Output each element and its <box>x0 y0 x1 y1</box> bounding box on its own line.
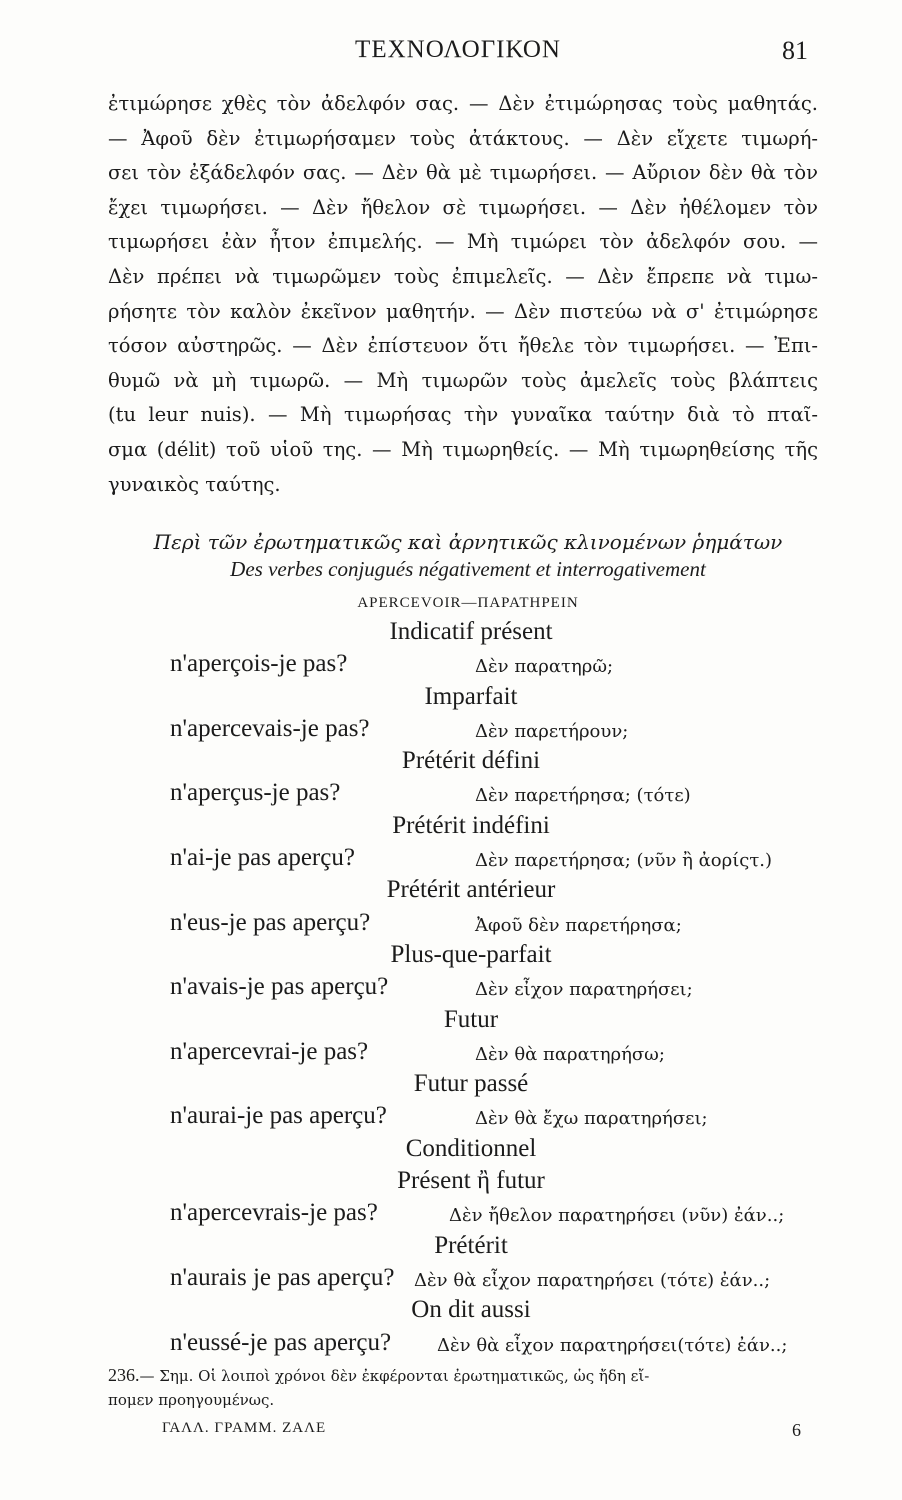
greek-form: Δὲν θὰ ἔχω παρατηρήσει; <box>475 1108 708 1130</box>
conjugation-row <box>0 971 902 1003</box>
printer-signature <box>162 1420 802 1446</box>
french-form: n'eus-je pas aperçu? <box>170 908 371 936</box>
section-heading-french: Des verbes conjugués négativement et interrogativement <box>230 557 706 581</box>
conjugation-row <box>0 713 902 745</box>
french-form: n'apercevrai-je pas? <box>170 1037 369 1065</box>
french-form: n'aurai-je pas aperçu? <box>170 1102 387 1130</box>
paragraph-line: ἐτιμώρησε χθὲς τὸν ἀδελφόν σας. — Δὲν ἐτιμώρησας τοὺς μαθητάς. <box>108 92 818 115</box>
footnote-line <box>108 1363 820 1388</box>
tense-heading: Futur <box>443 1005 499 1033</box>
french-form: n'aperçus-je pas? <box>170 779 341 807</box>
conjugation-row <box>0 842 902 874</box>
signature-text: ΓΑΛΛ. ΓΡΑΜΜ. ΖΑΛΕ <box>162 1420 327 1436</box>
footnote-number: 236. <box>108 1365 140 1385</box>
paragraph-line: Δὲν πρέπει νὰ τιμωρῶμεν τοὺς ἐπιμελεῖς. — Δὲν ἔπρεπε νὰ τιμω- <box>108 264 818 288</box>
tense-heading: Présent ἢ futur <box>397 1167 545 1195</box>
greek-form: Δὲν θὰ εἶχον παρατηρήσει (τότε) ἐάν..; <box>414 1269 771 1291</box>
conjugation-table <box>0 616 902 1359</box>
conjugation-row <box>0 907 902 939</box>
running-title: ΤΕΧΝΟΛΟΓΙΚΟΝ <box>355 36 561 63</box>
footnote-text: — Σημ. Οἱ λοιποὶ χρόνοι δὲν ἐκφέρονται ἐρωτηματικῶς, ὡς ἤδη εἴ- <box>139 1367 650 1385</box>
exercise-paragraph <box>108 87 818 502</box>
greek-form: Δὲν παρατηρῶ; <box>475 656 614 678</box>
paragraph-line: τιμωρήσει ἐὰν ἦτον ἐπιμελής. — Μὴ τιμώρει τὸν ἀδελφόν σου. — <box>108 230 818 254</box>
greek-form: Ἀφοῦ δὲν παρετήρησα; <box>475 914 682 936</box>
tense-heading: Prétérit indéfini <box>392 811 550 839</box>
greek-form: Δὲν ἤθελον παρατηρήσει (νῦν) ἐάν..; <box>449 1205 785 1227</box>
paragraph-line: — Ἀφοῦ δὲν ἐτιμωρήσαμεν τοὺς ἀτάκτους. — Δὲν εἴχετε τιμωρή- <box>108 126 818 150</box>
running-header <box>108 36 808 76</box>
tense-heading: Indicatif présent <box>389 618 553 645</box>
french-form: n'aurais je pas aperçu? <box>170 1263 395 1291</box>
conjugation-row <box>0 777 902 809</box>
french-form: n'apercevais-je pas? <box>170 714 370 742</box>
conjugation-row <box>0 1327 902 1359</box>
section-heading-greek: Περὶ τῶν ἐρωτηματικῶς καὶ ἀρνητικῶς κλινομένων ῥημάτων <box>153 530 783 554</box>
paragraph-line: σμα (délit) τοῦ υἱοῦ της. — Μὴ τιμωρηθείς. — Μὴ τιμωρηθείσης τῆς <box>108 437 818 461</box>
tense-heading: Imparfait <box>424 682 518 710</box>
tense-heading: Futur passé <box>413 1070 529 1098</box>
tense-heading: Prétérit antérieur <box>386 876 556 904</box>
page-number: 81 <box>782 36 808 65</box>
conjugation-row <box>0 1100 902 1132</box>
french-form: n'eussé-je pas aperçu? <box>170 1328 392 1356</box>
tense-heading: Plus-que-parfait <box>390 940 552 968</box>
footnote-line: πομεν προηγουμένως. <box>108 1391 275 1409</box>
mood-heading: Conditionnel <box>405 1134 537 1162</box>
verb-title: APERCEVOIR—ΠΑΡΑΤΗΡΕΙΝ <box>357 595 579 611</box>
tense-heading: Prétérit défini <box>401 747 541 775</box>
paragraph-line: γυναικὸς ταύτης. <box>108 472 281 496</box>
signature-number: 6 <box>792 1420 802 1440</box>
greek-form: Δὲν παρετήρουν; <box>475 720 629 742</box>
tense-heading: On dit aussi <box>411 1296 531 1324</box>
paragraph-line: τόσον αὐστηρῶς. — Δὲν ἐπίστευον ὅτι ἤθελε τὸν τιμωρήσει. — Ἐπι- <box>108 334 818 358</box>
greek-form: Δὲν παρετήρησα; (τότε) <box>475 785 691 807</box>
french-form: n'avais-je pas aperçu? <box>170 973 389 1001</box>
paragraph-line: σει τὸν ἐξάδελφόν σας. — Δὲν θὰ μὲ τιμωρήσει. — Αὔριον δὲν θὰ τὸν <box>108 161 818 185</box>
conjugation-row <box>0 1262 902 1294</box>
french-form: n'aperçois-je pas? <box>170 650 348 678</box>
greek-form: Δὲν παρετήρησα; (νῦν ἢ ἀορίςτ.) <box>475 850 773 872</box>
paragraph-line: (tu leur nuis). — Μὴ τιμωρήσας τὴν γυναῖκα ταύτην διὰ τὸ πταῖ- <box>108 403 818 427</box>
french-form: n'apercevrais-je pas? <box>170 1199 378 1227</box>
footnote <box>108 1363 820 1412</box>
conjugation-row <box>0 1036 902 1068</box>
conjugation-row <box>0 648 902 680</box>
french-form: n'ai-je pas aperçu? <box>170 844 355 872</box>
greek-form: Δὲν θὰ εἶχον παρατηρήσει(τότε) ἐάν..; <box>437 1334 788 1356</box>
greek-form: Δὲν εἶχον παρατηρήσει; <box>475 979 693 1001</box>
paragraph-line: ρήσητε τὸν καλὸν ἐκεῖνον μαθητήν. — Δὲν πιστεύω νὰ σ' ἐτιμώρησε <box>108 299 818 323</box>
tense-heading: Prétérit <box>434 1231 508 1259</box>
greek-form: Δὲν θὰ παρατηρήσω; <box>475 1043 665 1065</box>
conjugation-row <box>0 1197 902 1229</box>
paragraph-line: ἔχει τιμωρήσει. — Δὲν ἤθελον σὲ τιμωρήσει. — Δὲν ἠθέλομεν τὸν <box>108 195 818 219</box>
paragraph-line: θυμῶ νὰ μὴ τιμωρῶ. — Μὴ τιμωρῶν τοὺς ἀμελεῖς τοὺς βλάπτεις <box>108 368 818 392</box>
